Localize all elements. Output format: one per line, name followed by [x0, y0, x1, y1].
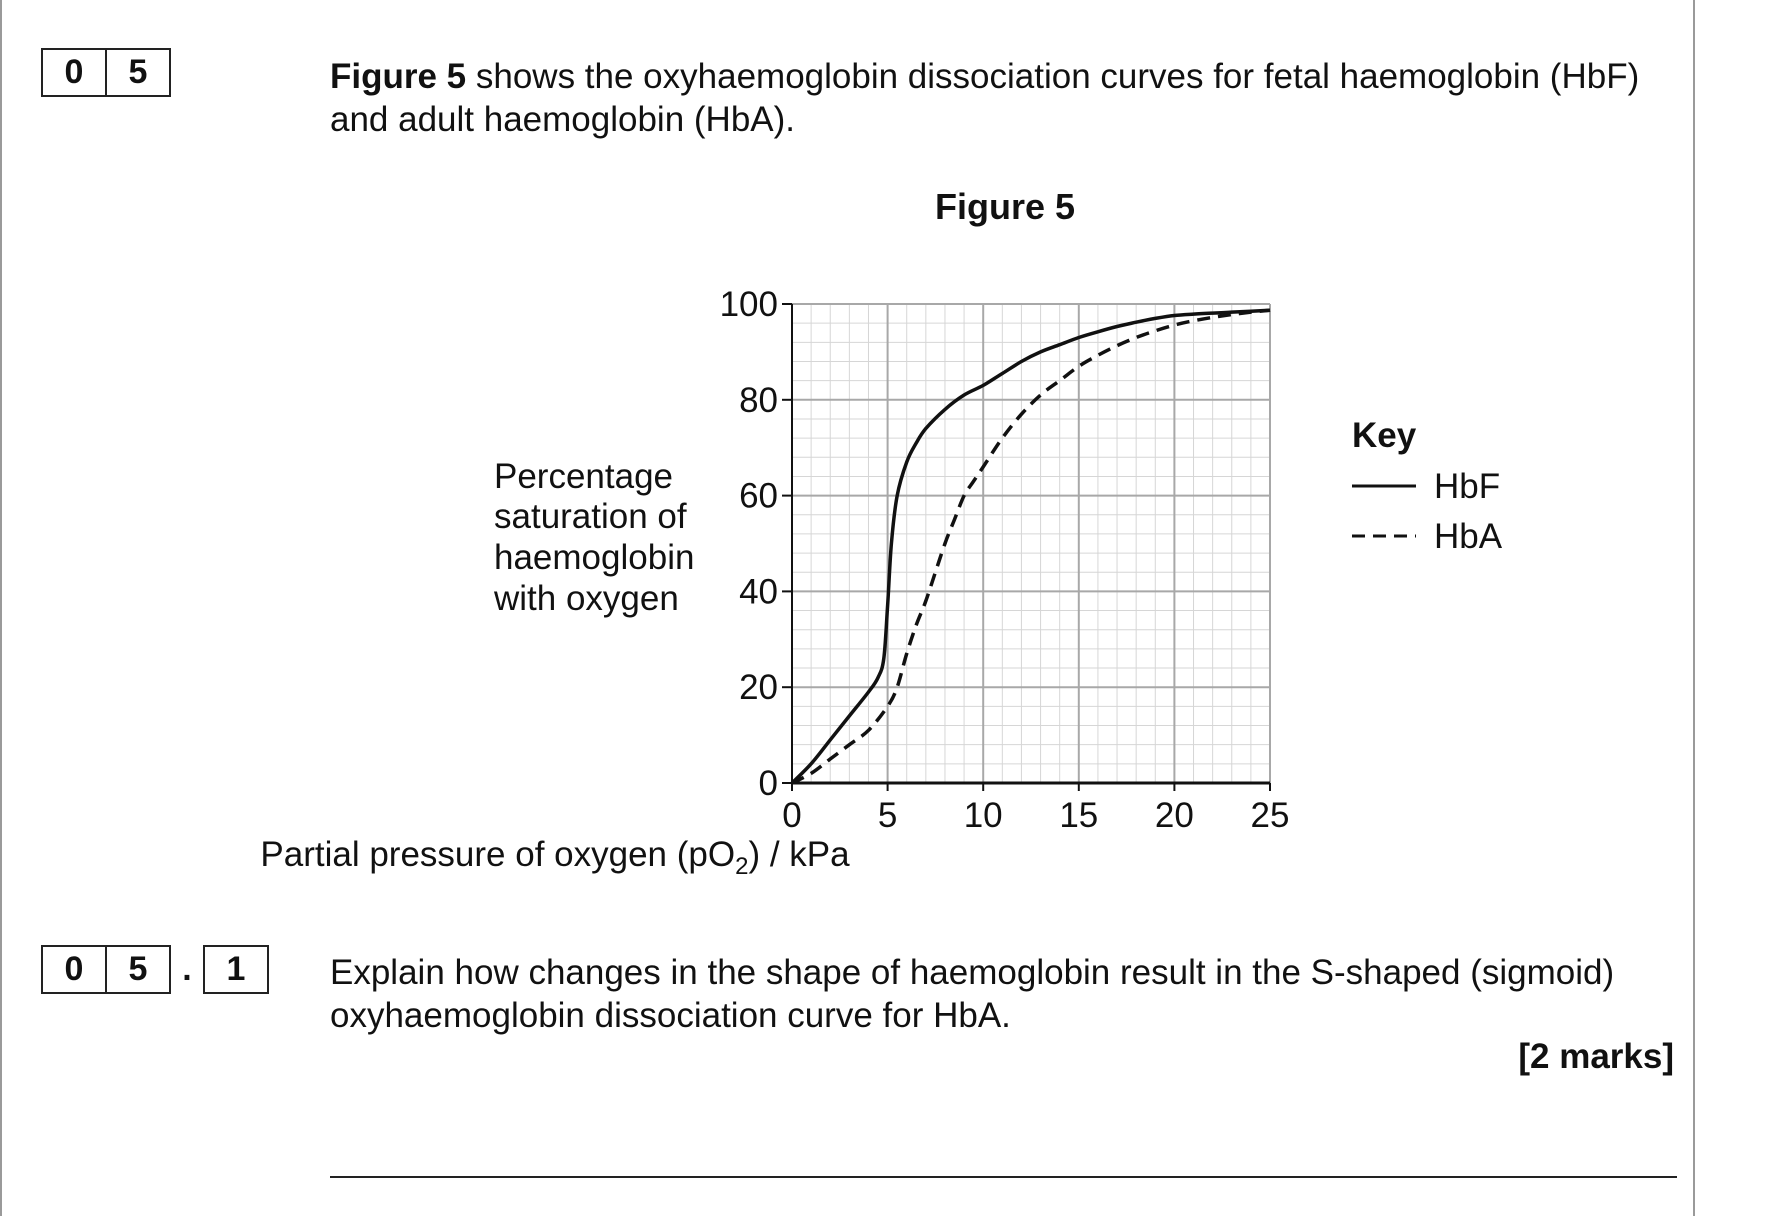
subquestion-digit: 0 — [41, 945, 107, 994]
y-tick-label: 80 — [739, 380, 778, 420]
x-tick-label: 0 — [782, 796, 802, 835]
marks-label: [2 marks] — [1518, 1037, 1674, 1076]
x-tick-label: 10 — [963, 796, 1003, 835]
y-axis-label-line: with oxygen — [494, 579, 679, 618]
grid-major — [792, 304, 1270, 783]
legend-hbf-label: HbF — [1434, 467, 1501, 506]
tick-labels — [720, 285, 1290, 835]
y-axis-label — [493, 457, 694, 618]
subquestion-text: Explain how changes in the shape of haemoglobin result in the S-shaped (sigmoid) oxyhaemoglobin dissociation curve for HbA. — [330, 953, 1615, 1035]
question-number-digit: 0 — [41, 48, 107, 97]
y-tick-label: 20 — [739, 668, 778, 708]
subquestion-number-box — [41, 945, 269, 994]
figure-title: Figure 5 — [934, 186, 1076, 227]
y-axis-label-line: saturation of — [494, 497, 687, 536]
x-tick-label: 5 — [877, 796, 898, 835]
subquestion-digit: 5 — [105, 945, 171, 994]
y-tick-label: 60 — [739, 476, 778, 516]
x-axis-label — [260, 835, 850, 880]
figure-reference: Figure 5 — [330, 57, 467, 96]
legend — [1352, 416, 1503, 556]
y-tick-label: 40 — [739, 572, 778, 612]
legend-hba-label: HbA — [1434, 517, 1503, 556]
subquestion-digit: 1 — [203, 945, 269, 994]
x-tick-label: 25 — [1250, 796, 1290, 835]
chart-axes — [792, 304, 1270, 783]
x-axis-label-part: ) / kPa — [748, 835, 850, 874]
legend-title: Key — [1352, 416, 1417, 455]
subquestion-separator: . — [182, 950, 192, 988]
x-tick-label: 15 — [1059, 796, 1099, 835]
x-axis-label-part: Partial pressure of oxygen (pO — [260, 835, 736, 874]
grid-minor — [792, 304, 1270, 783]
y-tick-label: 0 — [758, 764, 778, 803]
y-axis-label-line: Percentage — [494, 457, 674, 496]
x-tick-label: 20 — [1154, 796, 1194, 835]
y-tick-label: 100 — [719, 285, 778, 324]
question-intro-text: shows the oxyhaemoglobin dissociation curves for fetal haemoglobin (HbF) and adult haemoglobin (HbA). — [330, 57, 1640, 139]
question-number-digit: 5 — [105, 48, 171, 97]
x-axis-label-subscript: 2 — [735, 853, 749, 880]
answer-line[interactable] — [330, 1176, 1677, 1178]
y-axis-label-line: haemoglobin — [494, 538, 695, 577]
